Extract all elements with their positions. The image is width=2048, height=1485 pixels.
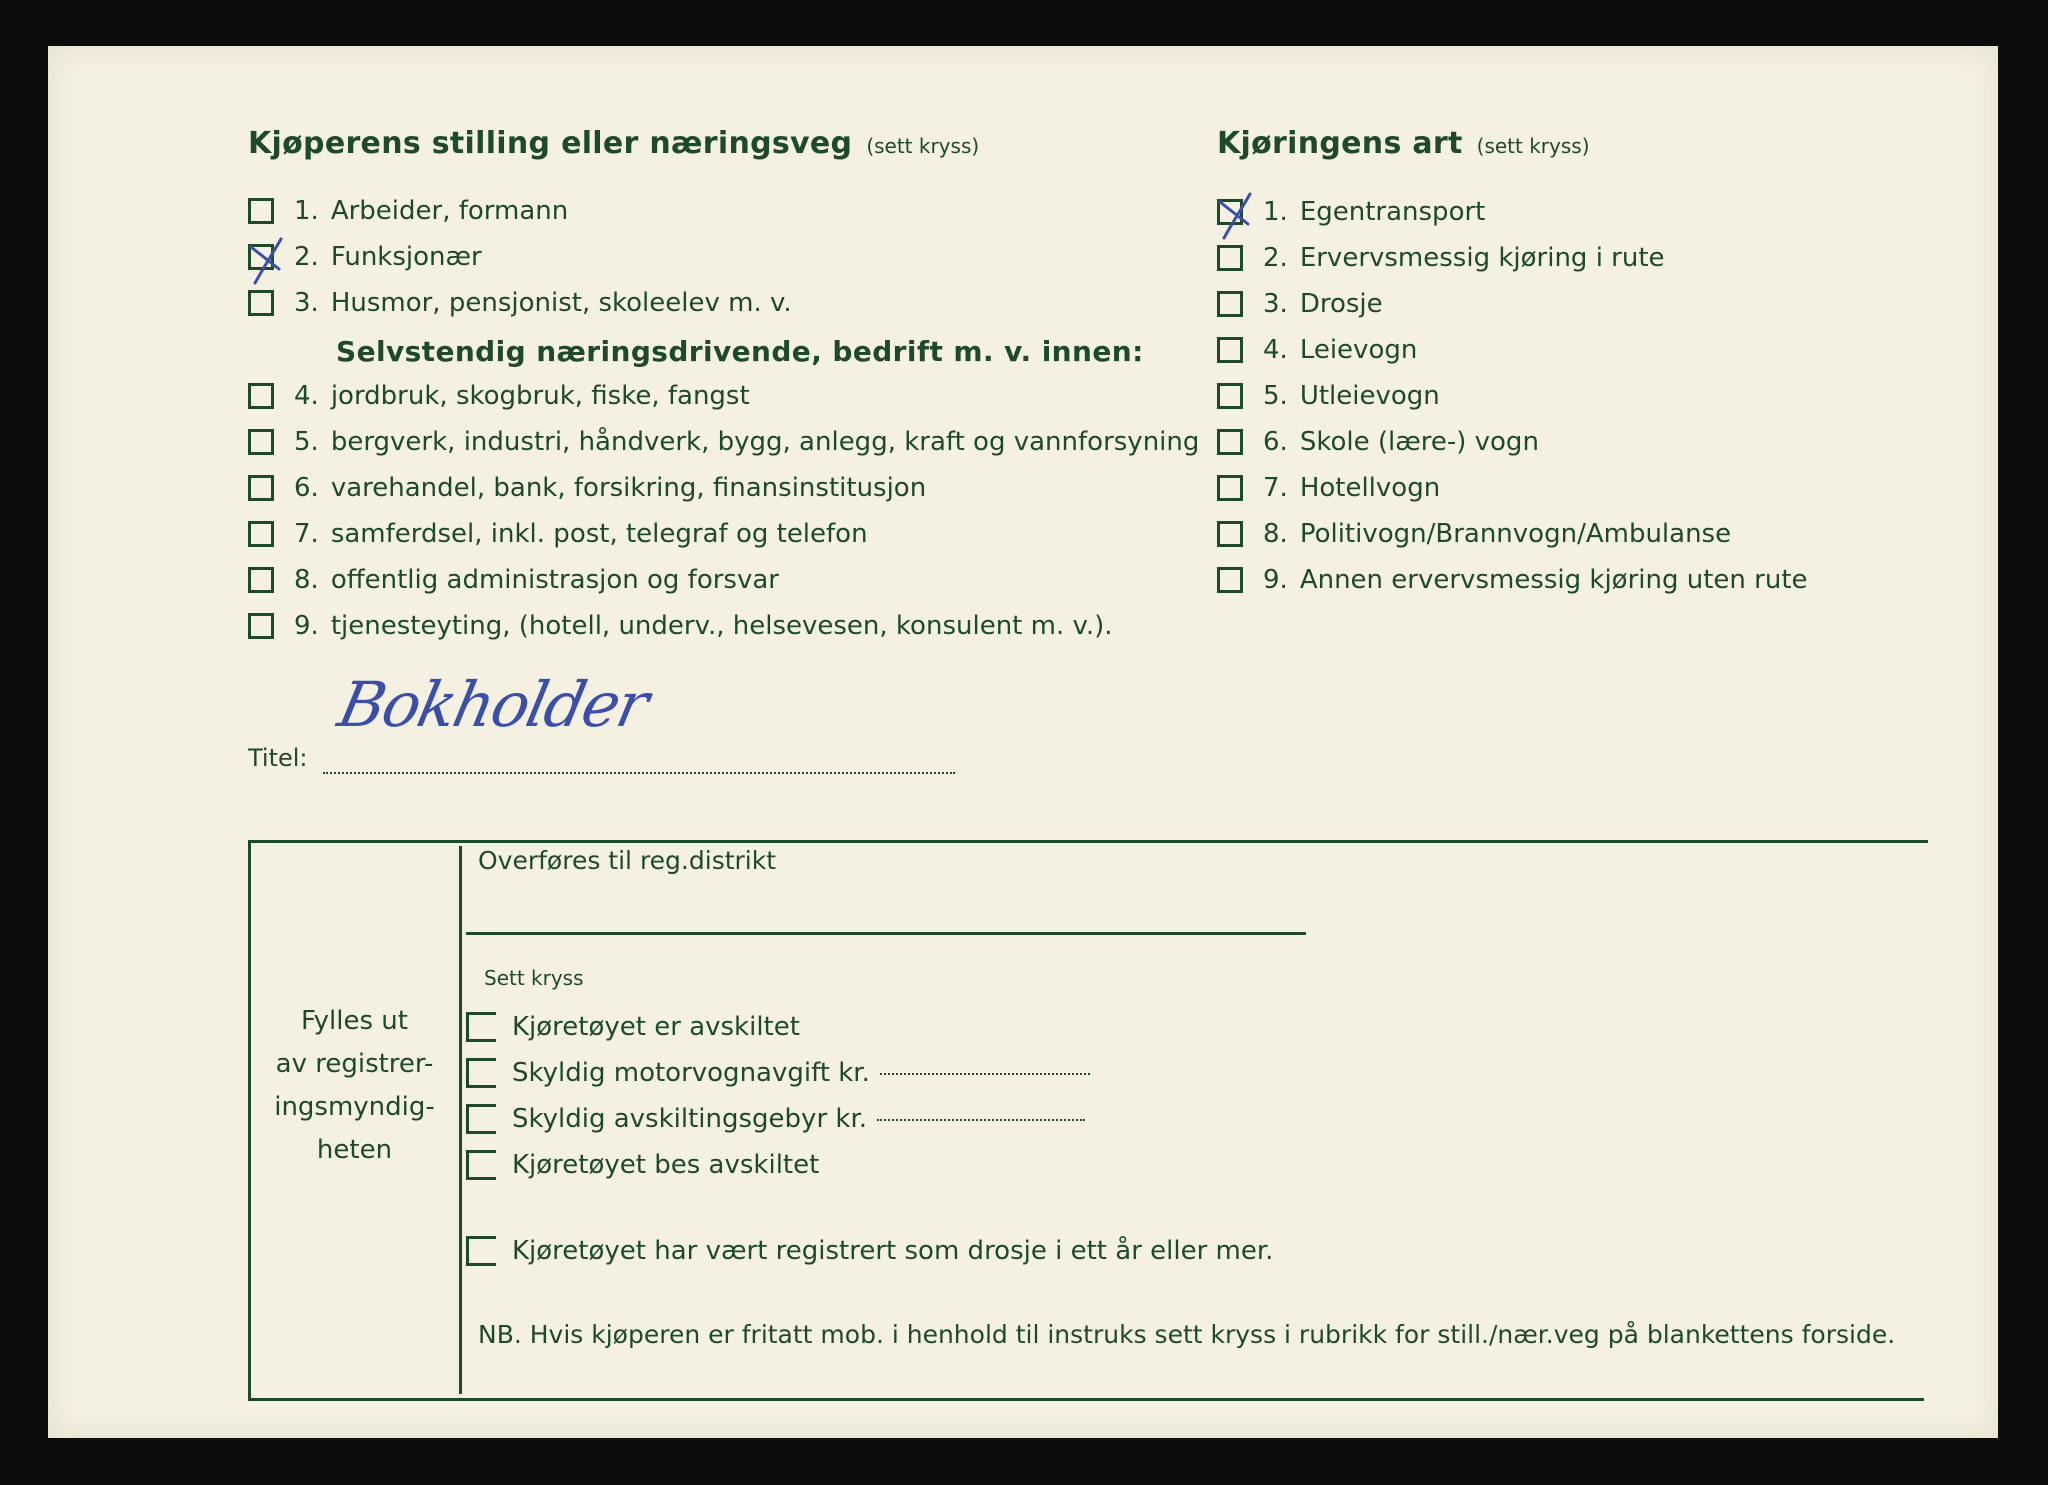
title-label: Titel: [248, 744, 308, 772]
occupation-b-label: samferdsel, inkl. post, telegraf og telefon [330, 519, 868, 549]
driving-type-1 [1217, 197, 1485, 227]
driving-type-8 [1217, 519, 1731, 549]
driving-type-label: Drosje [1299, 289, 1383, 319]
occupation-b-number: 4. [294, 381, 319, 411]
driving-type-label: Egentransport [1299, 197, 1486, 227]
registry-item-5 [466, 1236, 1273, 1266]
occupation-b-4 [248, 519, 868, 549]
driving-type-2 [1217, 243, 1665, 273]
occupation-b-number: 7. [294, 519, 319, 549]
occupation-b-label: bergverk, industri, håndverk, bygg, anlegg, kraft og vannforsyning [330, 427, 1200, 457]
driving-type-5 [1217, 381, 1440, 411]
occupation-b-checkbox-5[interactable] [248, 567, 274, 593]
registry-item-2 [466, 1058, 1090, 1088]
registry-checkbox-2[interactable] [466, 1058, 496, 1088]
driving-type-6 [1217, 427, 1539, 457]
title-handwritten-value: Bokholder [332, 668, 654, 741]
occupation-b-number: 6. [294, 473, 319, 503]
occupation-a-checkbox-3[interactable] [248, 290, 274, 316]
driving-type-checkbox-2[interactable] [1217, 245, 1243, 271]
occupation-a-2 [248, 242, 482, 272]
occupation-a-3 [248, 288, 792, 318]
amount-input-line[interactable] [880, 1072, 1090, 1075]
box-bottom-border [248, 1398, 1924, 1401]
occupation-b-label: offentlig administrasjon og forsvar [330, 565, 779, 595]
driving-type-checkbox-3[interactable] [1217, 291, 1243, 317]
right-heading-text: Kjøringens art [1217, 126, 1463, 161]
x-mark-icon [245, 235, 289, 287]
occupation-b-label: varehandel, bank, forsikring, finansinstitusjon [330, 473, 927, 503]
left-heading-text: Kjøperens stilling eller næringsveg [248, 126, 853, 161]
registry-item-label: Skyldig motorvognavgift kr. [512, 1058, 870, 1088]
box-left-border [248, 840, 251, 1400]
driving-type-number: 5. [1263, 381, 1288, 411]
occupation-a-checkbox-2[interactable] [248, 244, 274, 270]
side-label-line-1: Fylles ut [301, 1006, 408, 1036]
driving-type-label: Hotellvogn [1299, 473, 1441, 503]
registry-checkbox-1[interactable] [466, 1012, 496, 1042]
occupation-b-checkbox-4[interactable] [248, 521, 274, 547]
registry-item-label: Skyldig avskiltingsgebyr kr. [512, 1104, 868, 1134]
driving-type-label: Annen ervervsmessig kjøring uten rute [1299, 565, 1808, 595]
driving-type-checkbox-4[interactable] [1217, 337, 1243, 363]
title-input-line[interactable] [323, 772, 955, 774]
occupation-a-label: Arbeider, formann [330, 196, 569, 226]
driving-type-label: Ervervsmessig kjøring i rute [1299, 243, 1665, 273]
occupation-b-2 [248, 427, 1199, 457]
occupation-b-6 [248, 611, 1113, 641]
occupation-b-number: 8. [294, 565, 319, 595]
occupation-b-number: 9. [294, 611, 319, 641]
registry-checkbox-5[interactable] [466, 1236, 496, 1266]
driving-type-number: 6. [1263, 427, 1288, 457]
registry-item-4 [466, 1150, 819, 1180]
nb-note: NB. Hvis kjøperen er fritatt mob. i henhold til instruks sett kryss i rubrikk for still./nær.veg på blankettens forside. [478, 1320, 1896, 1349]
driving-type-label: Leievogn [1299, 335, 1418, 365]
check-note: Sett kryss [484, 966, 584, 990]
occupation-b-checkbox-2[interactable] [248, 429, 274, 455]
left-heading-note: (sett kryss) [866, 134, 980, 158]
registry-checkbox-4[interactable] [466, 1150, 496, 1180]
side-label-line-2: av registrer- [275, 1049, 434, 1079]
side-label-line-4: heten [316, 1135, 393, 1165]
driving-type-label: Utleievogn [1299, 381, 1440, 411]
driving-type-number: 4. [1263, 335, 1288, 365]
occupation-a-checkbox-1[interactable] [248, 198, 274, 224]
occupation-b-1 [248, 381, 750, 411]
occupation-b-label: tjenesteyting, (hotell, underv., helsevesen, konsulent m. v.). [330, 611, 1113, 641]
occupation-b-checkbox-6[interactable] [248, 613, 274, 639]
driving-type-number: 1. [1263, 197, 1288, 227]
occupation-b-3 [248, 473, 926, 503]
driving-type-number: 2. [1263, 243, 1288, 273]
driving-type-number: 9. [1263, 565, 1288, 595]
driving-type-number: 8. [1263, 519, 1288, 549]
driving-type-label: Skole (lære-) vogn [1299, 427, 1539, 457]
occupation-a-1 [248, 196, 568, 226]
occupation-b-checkbox-3[interactable] [248, 475, 274, 501]
side-label-line-3: ingsmyndig- [274, 1092, 435, 1122]
registry-item-1 [466, 1012, 800, 1042]
driving-type-7 [1217, 473, 1440, 503]
occupation-a-label: Husmor, pensjonist, skoleelev m. v. [330, 288, 792, 318]
registry-item-3 [466, 1104, 1085, 1134]
box-top-border [248, 840, 1928, 843]
driving-type-checkbox-1[interactable] [1217, 199, 1243, 225]
driving-type-checkbox-6[interactable] [1217, 429, 1243, 455]
driving-type-number: 7. [1263, 473, 1288, 503]
transfer-label: Overføres til reg.distrikt [478, 846, 777, 875]
driving-type-4 [1217, 335, 1417, 365]
occupation-b-number: 5. [294, 427, 319, 457]
registry-item-label: Kjøretøyet bes avskiltet [512, 1150, 820, 1180]
registry-item-label: Kjøretøyet er avskiltet [512, 1012, 800, 1042]
amount-input-line[interactable] [877, 1118, 1085, 1121]
occupation-b-label: jordbruk, skogbruk, fiske, fangst [330, 381, 750, 411]
box-divider [459, 846, 462, 1394]
driving-type-number: 3. [1263, 289, 1288, 319]
registry-checkbox-3[interactable] [466, 1104, 496, 1134]
occupation-a-number: 2. [294, 242, 319, 272]
right-heading [1217, 126, 1590, 161]
registry-side-label [252, 1000, 457, 1172]
driving-type-label: Politivogn/Brannvogn/Ambulanse [1299, 519, 1732, 549]
transfer-line[interactable] [466, 932, 1306, 935]
driving-type-checkbox-9[interactable] [1217, 567, 1243, 593]
occupation-a-number: 1. [294, 196, 319, 226]
left-heading [248, 126, 979, 161]
right-heading-note: (sett kryss) [1476, 134, 1590, 158]
occupation-b-checkbox-1[interactable] [248, 383, 274, 409]
registry-item-label: Kjøretøyet har vært registrert som drosje i ett år eller mer. [512, 1236, 1274, 1266]
driving-type-checkbox-5[interactable] [1217, 383, 1243, 409]
driving-type-9 [1217, 565, 1808, 595]
driving-type-3 [1217, 289, 1383, 319]
occupation-b-5 [248, 565, 779, 595]
self-employed-subheading: Selvstendig næringsdrivende, bedrift m. v. innen: [336, 335, 1144, 368]
x-mark-icon [1214, 190, 1258, 242]
driving-type-checkbox-8[interactable] [1217, 521, 1243, 547]
driving-type-checkbox-7[interactable] [1217, 475, 1243, 501]
occupation-a-number: 3. [294, 288, 319, 318]
occupation-a-label: Funksjonær [330, 242, 482, 272]
